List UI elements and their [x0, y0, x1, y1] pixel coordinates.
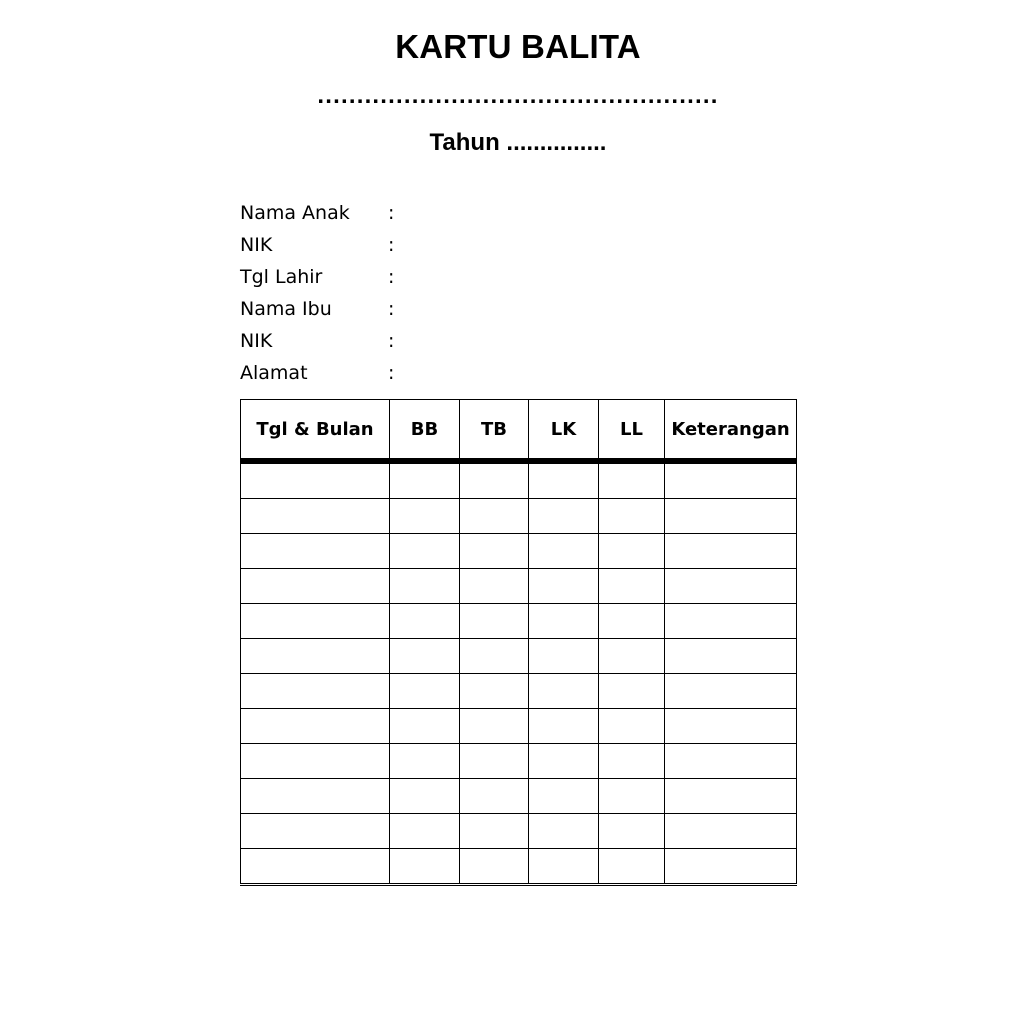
table-row [241, 639, 797, 674]
table-cell[interactable] [665, 779, 797, 814]
table-cell[interactable] [665, 674, 797, 709]
field-label: Nama Ibu [240, 298, 332, 320]
table-cell[interactable] [460, 461, 529, 499]
table-cell[interactable] [665, 849, 797, 885]
table-cell[interactable] [665, 534, 797, 569]
table-cell[interactable] [390, 534, 460, 569]
table-row [241, 814, 797, 849]
table-cell[interactable] [390, 569, 460, 604]
table-cell[interactable] [665, 604, 797, 639]
field-row-address [240, 358, 640, 390]
field-colon: : [388, 362, 395, 384]
table-cell[interactable] [241, 709, 390, 744]
table-cell[interactable] [390, 499, 460, 534]
table-cell[interactable] [529, 604, 599, 639]
table-cell[interactable] [665, 569, 797, 604]
table-header-row [241, 400, 797, 462]
table-cell[interactable] [460, 814, 529, 849]
field-row-mother-nik [240, 326, 640, 358]
table-cell[interactable] [390, 674, 460, 709]
table-cell[interactable] [460, 744, 529, 779]
table-row [241, 534, 797, 569]
table-cell[interactable] [665, 639, 797, 674]
table-cell[interactable] [529, 744, 599, 779]
table-cell[interactable] [241, 779, 390, 814]
field-colon: : [388, 330, 395, 352]
table-cell[interactable] [665, 709, 797, 744]
table-cell[interactable] [390, 639, 460, 674]
field-colon: : [388, 234, 395, 256]
table-cell[interactable] [241, 744, 390, 779]
table-cell[interactable] [599, 461, 665, 499]
table-body [241, 461, 797, 885]
table-cell[interactable] [241, 569, 390, 604]
header-notes: Keterangan [665, 400, 797, 462]
field-row-child-name [240, 198, 640, 230]
table-cell[interactable] [390, 779, 460, 814]
table-cell[interactable] [460, 604, 529, 639]
table-cell[interactable] [599, 779, 665, 814]
table-cell[interactable] [529, 779, 599, 814]
table-cell[interactable] [460, 569, 529, 604]
table-row [241, 709, 797, 744]
header-bb: BB [390, 400, 460, 462]
table-cell[interactable] [390, 849, 460, 885]
table-cell[interactable] [599, 534, 665, 569]
table-cell[interactable] [390, 604, 460, 639]
table-cell[interactable] [390, 709, 460, 744]
table-cell[interactable] [665, 499, 797, 534]
table-cell[interactable] [241, 534, 390, 569]
table-cell[interactable] [529, 499, 599, 534]
table-cell[interactable] [390, 814, 460, 849]
field-row-birth-date [240, 262, 640, 294]
table-cell[interactable] [241, 461, 390, 499]
table-row [241, 674, 797, 709]
table-cell[interactable] [529, 461, 599, 499]
table-row [241, 499, 797, 534]
header-lk: LK [529, 400, 599, 462]
identity-fields [240, 198, 640, 390]
table-cell[interactable] [241, 674, 390, 709]
table-cell[interactable] [460, 779, 529, 814]
field-row-mother-name [240, 294, 640, 326]
field-label: Tgl Lahir [240, 266, 323, 288]
table-cell[interactable] [599, 709, 665, 744]
field-label: NIK [240, 330, 273, 352]
table-row [241, 744, 797, 779]
field-colon: : [388, 202, 395, 224]
table-cell[interactable] [241, 604, 390, 639]
field-label: NIK [240, 234, 273, 256]
growth-record-table [240, 399, 797, 886]
table-cell[interactable] [529, 639, 599, 674]
table-cell[interactable] [241, 814, 390, 849]
field-row-child-nik [240, 230, 640, 262]
table-cell[interactable] [460, 534, 529, 569]
field-colon: : [388, 266, 395, 288]
table-cell[interactable] [241, 639, 390, 674]
table-cell[interactable] [599, 814, 665, 849]
card-title: KARTU BALITA [395, 28, 641, 65]
header-date-month: Tgl & Bulan [241, 400, 390, 462]
name-placeholder-dots: ................................................... [317, 82, 719, 109]
table-row [241, 461, 797, 499]
field-label: Nama Anak [240, 202, 350, 224]
table-cell[interactable] [599, 639, 665, 674]
table-cell[interactable] [529, 534, 599, 569]
table-cell[interactable] [460, 499, 529, 534]
table-cell[interactable] [460, 849, 529, 885]
table-cell[interactable] [460, 674, 529, 709]
table-cell[interactable] [665, 814, 797, 849]
table-cell[interactable] [665, 461, 797, 499]
table-cell[interactable] [241, 849, 390, 885]
table-row [241, 849, 797, 885]
table-cell[interactable] [529, 569, 599, 604]
field-label: Alamat [240, 362, 308, 384]
year-label: Tahun ............... [429, 129, 607, 156]
table-cell[interactable] [241, 499, 390, 534]
table-cell[interactable] [599, 499, 665, 534]
table-cell[interactable] [599, 849, 665, 885]
table-cell[interactable] [599, 604, 665, 639]
table-cell[interactable] [529, 674, 599, 709]
table-cell[interactable] [599, 744, 665, 779]
table-row [241, 779, 797, 814]
header-ll: LL [599, 400, 665, 462]
table-cell[interactable] [529, 849, 599, 885]
field-colon: : [388, 298, 395, 320]
table-cell[interactable] [460, 639, 529, 674]
table-cell[interactable] [460, 709, 529, 744]
table-cell[interactable] [599, 569, 665, 604]
table-cell[interactable] [599, 674, 665, 709]
table-cell[interactable] [665, 744, 797, 779]
header-tb: TB [460, 400, 529, 462]
table-cell[interactable] [390, 461, 460, 499]
table-cell[interactable] [529, 709, 599, 744]
table-row [241, 569, 797, 604]
table-cell[interactable] [390, 744, 460, 779]
table-row [241, 604, 797, 639]
table-cell[interactable] [529, 814, 599, 849]
